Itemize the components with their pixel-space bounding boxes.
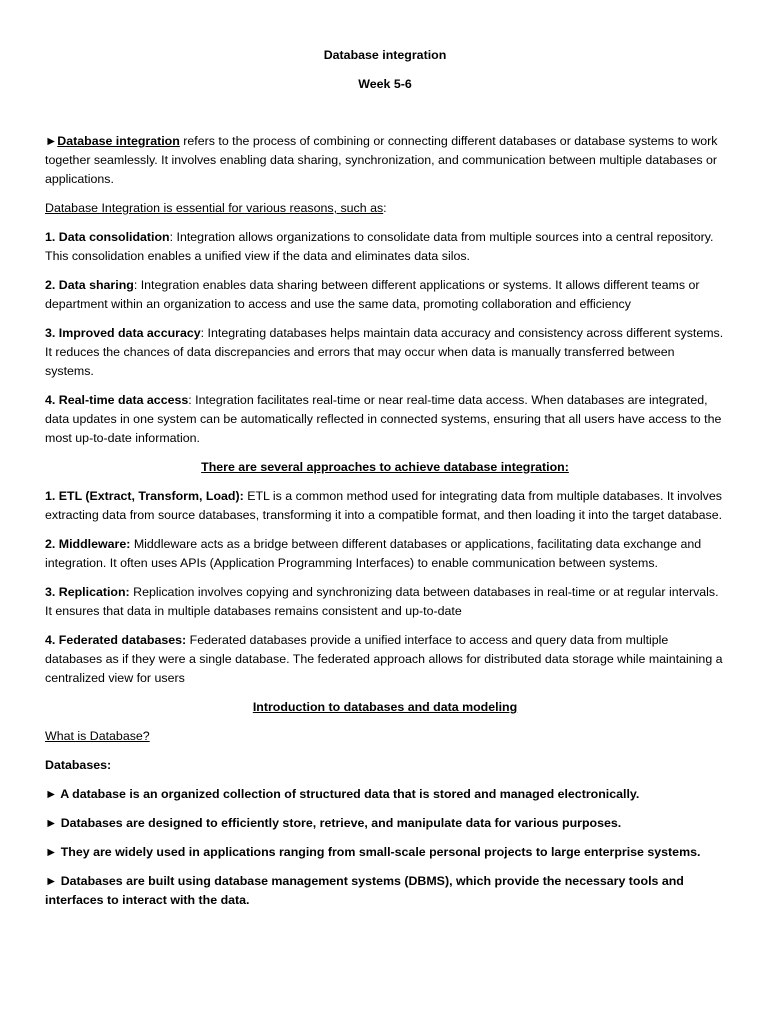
database-point: ► They are widely used in applications ranging from small-scale personal projects to large enterprise systems.	[45, 845, 701, 859]
approach-text: Replication involves copying and synchronizing data between databases in real-time or at regular intervals. It ensures that data in multiple databases remains consistent and up-to-date	[45, 585, 719, 618]
document-subtitle: Week 5-6	[358, 77, 412, 91]
document-body	[45, 132, 725, 920]
approach-label: 1. ETL (Extract, Transform, Load):	[45, 489, 244, 503]
approach-label: 2. Middleware:	[45, 537, 131, 551]
approach-item	[45, 583, 725, 621]
reason-label: 1. Data consolidation	[45, 230, 170, 244]
reason-text: : Integration enables data sharing between different applications or systems. It allows different teams or department within an organization to access and use the same data, promoting collaboration and efficiency	[45, 278, 700, 311]
reason-item	[45, 324, 725, 381]
intro-paragraph	[45, 132, 725, 189]
intro-databases-heading: Introduction to databases and data modeling	[252, 700, 518, 714]
reasons-heading-suffix: :	[383, 201, 387, 215]
approach-text: ETL is a common method used for integrating data from multiple databases. It involves extracting data from source databases, transforming it into a compatible format, and then loading it into the target database.	[45, 489, 723, 522]
reason-item	[45, 276, 725, 314]
reasons-heading-text: Database Integration is essential for various reasons, such as	[45, 201, 384, 215]
arrow-icon: ►	[45, 134, 58, 148]
approaches-heading: There are several approaches to achieve database integration:	[201, 460, 569, 474]
reason-text: : Integrating databases helps maintain data accuracy and consistency across different systems. It reduces the chances of data discrepancies and errors that may occur when data is manually transferred between systems.	[45, 326, 724, 378]
reason-label: 3. Improved data accuracy	[45, 326, 201, 340]
reason-text: : Integration facilitates real-time or near real-time data access. When databases are integrated, data updates in one system can be automatically reflected in connected systems, ensuring that all users have access to the most up-to-date information.	[45, 393, 722, 445]
approach-text: Middleware acts as a bridge between different databases or applications, facilitating data exchange and integration. It often uses APIs (Application Programming Interfaces) to enable communication between systems.	[45, 537, 702, 570]
reason-item	[45, 228, 725, 266]
reason-label: 2. Data sharing	[45, 278, 134, 292]
reason-text: : Integration allows organizations to consolidate data from multiple sources into a central repository. This consolidation enables a unified view if the data and eliminates data silos.	[45, 230, 714, 263]
intro-text: refers to the process of combining or connecting different databases or database systems to work together seamlessly. It involves enabling data sharing, synchronization, and communication between multiple databases or applications.	[45, 134, 718, 186]
reason-item	[45, 391, 725, 448]
approach-label: 3. Replication:	[45, 585, 130, 599]
approach-item	[45, 535, 725, 573]
database-point: ► Databases are designed to efficiently store, retrieve, and manipulate data for various purposes.	[45, 816, 622, 830]
databases-label: Databases:	[45, 758, 112, 772]
approach-item	[45, 487, 725, 525]
database-point: ► A database is an organized collection of structured data that is stored and managed electronically.	[45, 787, 640, 801]
approach-text: Federated databases provide a unified interface to access and query data from multiple databases as if they were a single database. The federated approach allows for distributed data storage while maintaining a centralized view for users	[45, 633, 723, 685]
approach-label: 4. Federated databases:	[45, 633, 187, 647]
what-is-database-heading: What is Database?	[45, 729, 150, 743]
reason-label: 4. Real-time data access	[45, 393, 189, 407]
document-title: Database integration	[323, 48, 447, 62]
database-point: ► Databases are built using database management systems (DBMS), which provide the necessary tools and interfaces to interact with the data.	[45, 874, 684, 907]
approach-item	[45, 631, 725, 688]
intro-term: Database integration	[57, 134, 180, 148]
reasons-heading	[45, 199, 725, 218]
